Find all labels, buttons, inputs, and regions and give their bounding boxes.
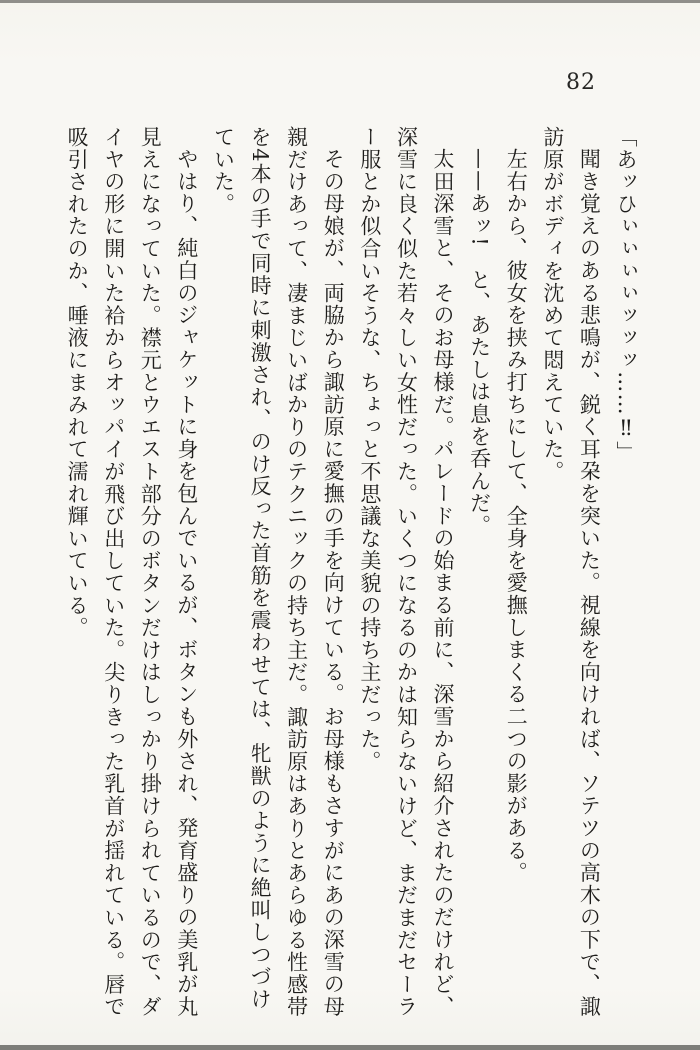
scan-edge-bottom [0,1045,700,1050]
body-text [59,126,645,1024]
text-line: 太田深雪と、そのお母様だ。パレードの始まる前に、深雪から紹介されたのだけれど、 [431,148,456,1018]
text-line: を4本の手で同時に刺激され、のけ反った首筋を震わせては、牝獣のように絶叫しつづけ [248,126,273,1011]
text-line: やはり、純白のジャケットに身を包んでいるが、ボタンも外され、発育盛りの美乳が丸 [174,148,199,1018]
page-number: 82 [566,70,596,95]
scan-edge-top [0,0,700,3]
text-line: ——あッ! と、あたしは息を呑んだ。 [467,148,492,538]
text-line: ー服とか似合いそうな、ちょっと不思議な美貌の持ち主だった。 [357,126,382,773]
text-line: 「あッひぃぃぃぃッッッ……‼」 [614,126,638,464]
text-line: イヤの形に開いた袷からオッパイが飛び出していた。尖りきった乳首が揺れている。唇で [101,126,126,1018]
text-line: 深雪に良く似た若々しい女性だった。いくつになるのかは知らないけど、まだまだセーラ [394,126,419,1018]
text-line: 左右から、彼女を挟み打ちにして、全身を愛撫しまくる二つの影がある。 [504,148,529,885]
text-line: 吸引されたのか、唾液にまみれて濡れ輝いている。 [65,126,90,639]
text-line: 聞き覚えのある悲鳴が、鋭く耳朶を突いた。視線を向ければ、ソテツの高木の下で、諏 [577,148,602,1018]
text-line: 訪原がボディを沈めて悶えていた。 [540,126,565,483]
text-line: その母娘が、両脇から諏訪原に愛撫の手を向けている。お母様もさすがにあの深雪の母 [321,148,346,1018]
text-line: ていた。 [211,126,236,216]
text-line: 親だけあって、凄まじいばかりのテクニックの持ち主だ。諏訪原はありとあらゆる性感帯 [284,126,309,1018]
text-line: 見えになっていた。襟元とウエスト部分のボタンだけはしっかり掛けられているので、ダ [138,126,163,1018]
